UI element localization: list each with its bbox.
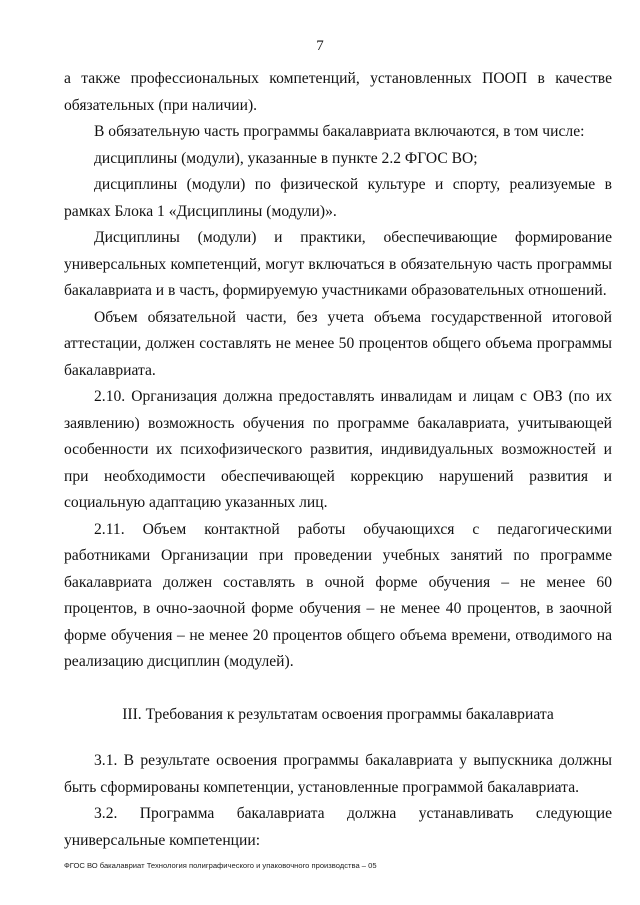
paragraph: Дисциплины (модули) и практики, обеспечивающие формирование универсальных компетенций, могут включаться в обязательную часть программы бакалавриата и в часть, формируемую участниками образовательных отношений. <box>64 229 612 299</box>
paragraph: 2.10. Организация должна предоставлять инвалидам и лицам с ОВЗ (по их заявлению) возможность обучения по программе бакалавриата, учитывающей особенности их психофизического развития, индивидуальных возможностей и при необходимости обеспечивающей коррекцию нарушений развития и социальную адаптацию указанных лиц. <box>64 388 612 511</box>
page-footer: ФГОС ВО бакалавриат Технология полиграфического и упаковочного производства – 05 <box>64 861 377 870</box>
page-number: 7 <box>316 38 324 54</box>
paragraph: а также профессиональных компетенций, установленных ПООП в качестве обязательных (при наличии). <box>64 70 612 114</box>
paragraph: дисциплины (модули), указанные в пункте 2.2 ФГОС ВО; <box>94 149 478 167</box>
paragraph: В обязательную часть программы бакалавриата включаются, в том числе: <box>94 123 585 140</box>
document-body <box>64 66 612 854</box>
paragraph: дисциплины (модули) по физической культуре и спорту, реализуемые в рамках Блока 1 «Дисциплины (модули)». <box>64 176 612 220</box>
paragraph: 3.2. Программа бакалавриата должна устанавливать следующие универсальные компетенции: <box>64 805 612 849</box>
paragraph: 2.11. Объем контактной работы обучающихся с педагогическими работниками Организации при проведении учебных занятий по программе бакалавриата должен составлять в очной форме обучения – не менее 60 процентов, в очно-заочной форме обучения – не менее 40 процентов, в заочной форме обучения – не менее 20 процентов общего объема времени, отводимого на реализацию дисциплин (модулей). <box>64 520 612 670</box>
section-heading: III. Требования к результатам освоения программы бакалавриата <box>122 705 554 723</box>
paragraph: Объем обязательной части, без учета объема государственной итоговой аттестации, должен составлять не менее 50 процентов общего объема программы бакалавриата. <box>64 308 612 379</box>
paragraph: 3.1. В результате освоения программы бакалавриата у выпускника должны быть сформированы компетенции, установленные программой бакалавриата. <box>64 752 612 796</box>
